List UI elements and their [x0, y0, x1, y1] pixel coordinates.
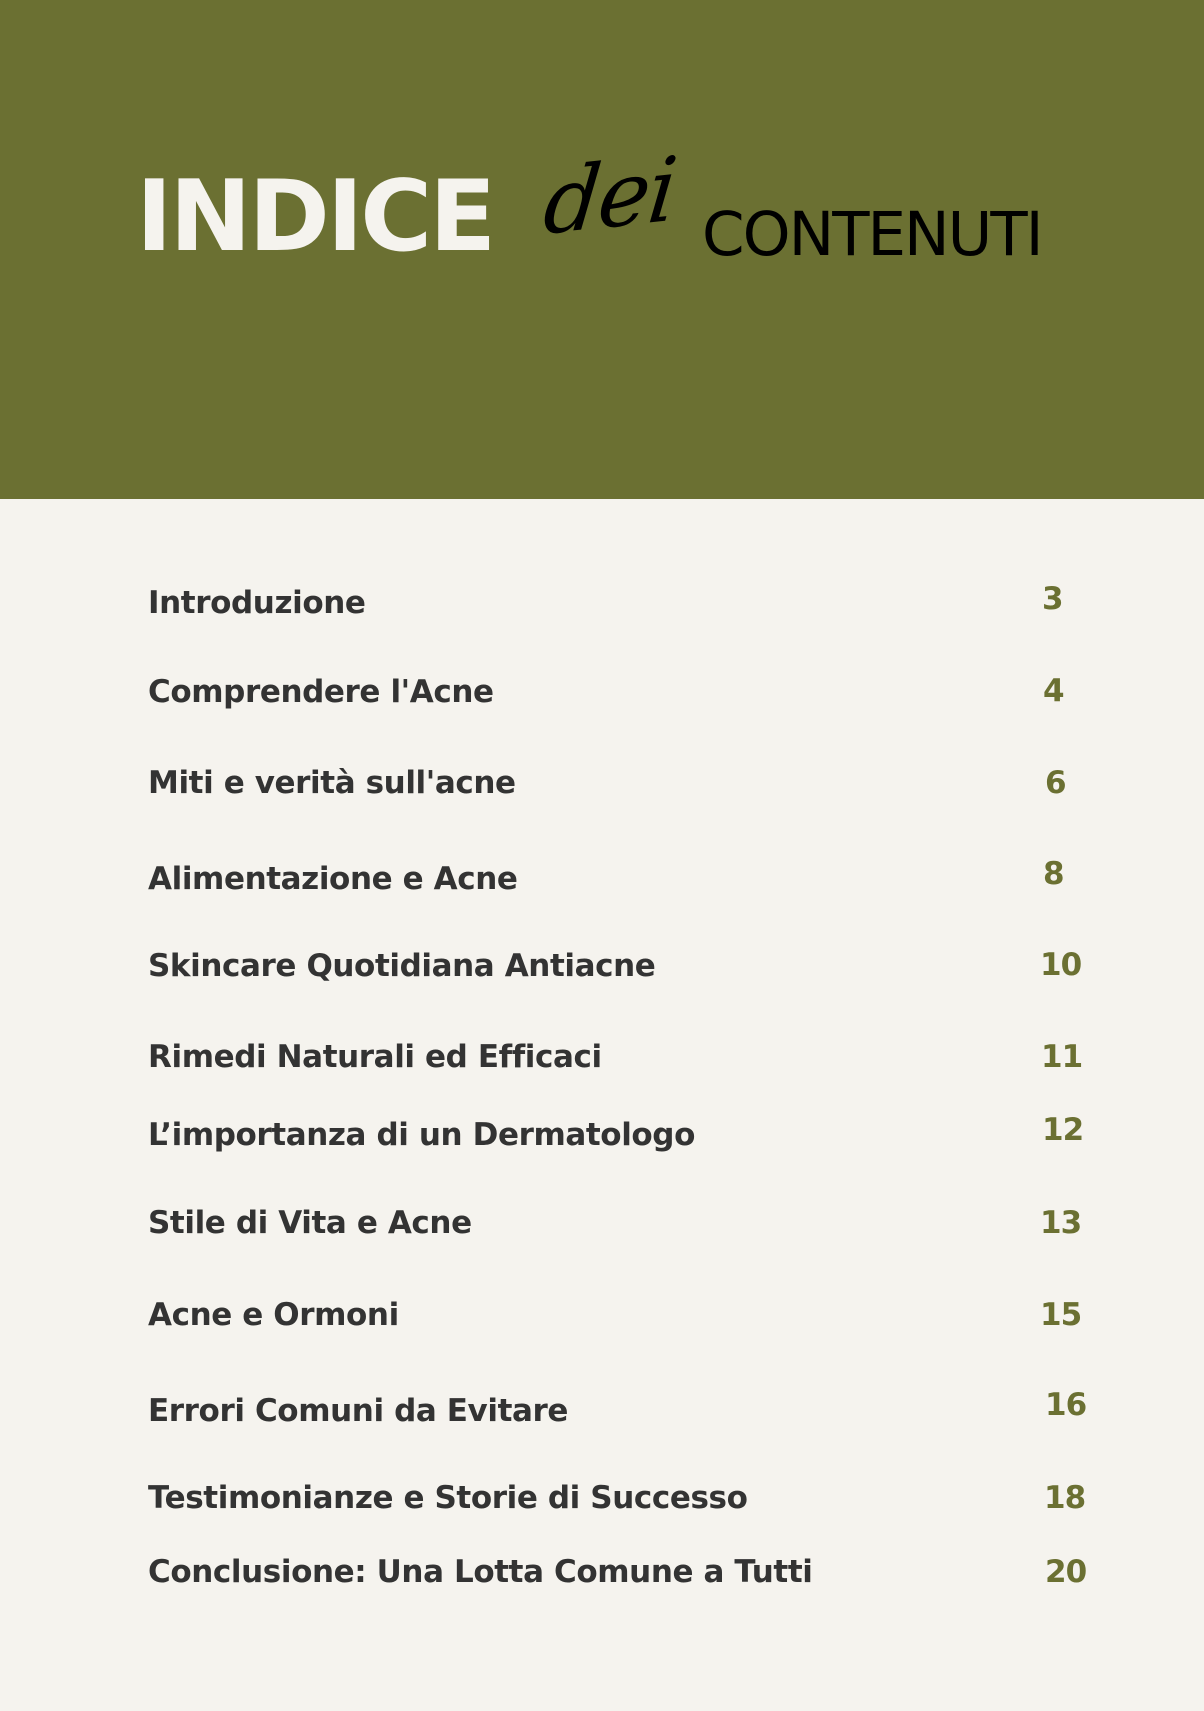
title-contenuti: CONTENUTI: [702, 199, 1042, 270]
title-dei-script: dei: [539, 136, 681, 256]
toc-entry-title: L’importanza di un Dermatologo: [148, 1117, 695, 1153]
toc-entry-page: 15: [1040, 1297, 1082, 1333]
toc-entry-page: 12: [1042, 1112, 1084, 1148]
toc-entry-title: Stile di Vita e Acne: [148, 1205, 472, 1241]
toc-entry-page: 3: [1042, 581, 1063, 617]
toc-entry-page: 10: [1040, 947, 1082, 983]
toc-entry-title: Introduzione: [148, 585, 366, 621]
toc-entry-title: Rimedi Naturali ed Efficaci: [148, 1039, 602, 1075]
toc-entry-title: Alimentazione e Acne: [148, 861, 518, 897]
toc-entry-page: 18: [1044, 1480, 1086, 1516]
toc-entry-page: 11: [1041, 1039, 1083, 1075]
toc-entry-page: 16: [1045, 1387, 1087, 1423]
toc-entry-page: 20: [1045, 1554, 1087, 1590]
toc-entry-page: 6: [1045, 765, 1066, 801]
title-indice: INDICE: [136, 160, 494, 274]
toc-entry-title: Errori Comuni da Evitare: [148, 1393, 569, 1429]
toc-entry-title: Acne e Ormoni: [148, 1297, 399, 1333]
toc-entry-title: Miti e verità sull'acne: [148, 765, 516, 801]
toc-entry-page: 8: [1043, 856, 1064, 892]
toc-entry-page: 4: [1043, 673, 1064, 709]
toc-entry-title: Conclusione: Una Lotta Comune a Tutti: [148, 1554, 813, 1590]
toc-entry-title: Testimonianze e Storie di Successo: [148, 1480, 748, 1516]
toc-entry-page: 13: [1040, 1205, 1082, 1241]
toc-entry-title: Comprendere l'Acne: [148, 674, 494, 710]
toc-entry-title: Skincare Quotidiana Antiacne: [148, 948, 656, 984]
